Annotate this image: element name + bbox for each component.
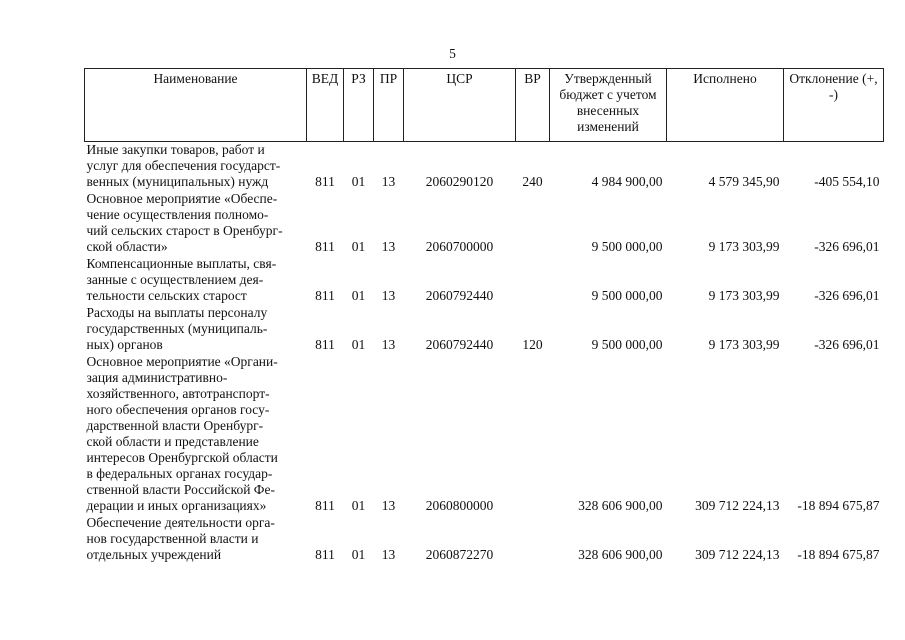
row-name: Основное мероприятие «Органи- зация административно- хозяйственного, автотранспорт- ного обеспечения органов госу- дарственной власти Оренбург- ской области и представление интересов Оренбургской области в федеральных органах государ- ственной власти Российской Фе- дерации и иных организациях» bbox=[86, 354, 278, 513]
row-pr: 13 bbox=[381, 337, 396, 352]
row-vr bbox=[516, 354, 550, 515]
header-budget: Утвержденный бюджет с учетом внесенных изменений bbox=[550, 69, 667, 142]
row-csr: 2060792440 bbox=[425, 337, 494, 352]
row-ved: 811 bbox=[315, 288, 335, 303]
header-executed: Исполнено bbox=[667, 69, 784, 142]
row-budget: 4 984 900,00 bbox=[591, 174, 663, 189]
row-executed: 4 579 345,90 bbox=[708, 174, 780, 189]
row-executed: 9 173 303,99 bbox=[708, 239, 780, 254]
row-ved: 811 bbox=[315, 174, 335, 189]
row-deviation: -18 894 675,87 bbox=[797, 547, 880, 562]
header-pr: ПР bbox=[374, 69, 404, 142]
row-vr bbox=[516, 515, 550, 564]
row-deviation: -326 696,01 bbox=[814, 239, 880, 254]
row-name: Компенсационные выплаты, свя- занные с осуществлением дея- тельности сельских старост bbox=[86, 256, 277, 303]
row-deviation: -18 894 675,87 bbox=[797, 498, 880, 513]
table-header-row bbox=[85, 69, 884, 142]
row-vr bbox=[516, 191, 550, 256]
row-name: Основное мероприятие «Обеспе- чение осуществления полномо- чий сельских старост в Оренбург- ской области» bbox=[86, 191, 283, 254]
table-row bbox=[85, 142, 884, 192]
row-pr: 13 bbox=[381, 239, 396, 254]
row-rz: 01 bbox=[351, 498, 366, 513]
header-ved: ВЕД bbox=[307, 69, 344, 142]
row-vr: 120 bbox=[522, 337, 543, 352]
page-number: 5 bbox=[449, 46, 456, 61]
row-rz: 01 bbox=[351, 239, 366, 254]
row-pr: 13 bbox=[381, 498, 396, 513]
row-rz: 01 bbox=[351, 288, 366, 303]
row-pr: 13 bbox=[381, 547, 396, 562]
row-pr: 13 bbox=[381, 288, 396, 303]
row-executed: 9 173 303,99 bbox=[708, 288, 780, 303]
row-name: Обеспечение деятельности орга- нов государственной власти и отдельных учреждений bbox=[86, 515, 275, 562]
table-row bbox=[85, 354, 884, 515]
row-budget: 9 500 000,00 bbox=[591, 288, 663, 303]
header-csr: ЦСР bbox=[404, 69, 516, 142]
header-deviation: Отклонение (+, -) bbox=[784, 69, 884, 142]
row-csr: 2060872270 bbox=[425, 547, 494, 562]
table-row bbox=[85, 191, 884, 256]
row-ved: 811 bbox=[315, 547, 335, 562]
table-row bbox=[85, 256, 884, 305]
budget-table bbox=[84, 68, 884, 564]
header-name: Наименование bbox=[85, 69, 307, 142]
row-executed: 309 712 224,13 bbox=[695, 547, 780, 562]
row-name: Расходы на выплаты персоналу государственных (муниципаль- ных) органов bbox=[86, 305, 268, 352]
row-ved: 811 bbox=[315, 498, 335, 513]
row-ved: 811 bbox=[315, 239, 335, 254]
row-csr: 2060290120 bbox=[425, 174, 494, 189]
row-budget: 9 500 000,00 bbox=[591, 337, 663, 352]
table-row bbox=[85, 305, 884, 354]
row-executed: 9 173 303,99 bbox=[708, 337, 780, 352]
row-rz: 01 bbox=[351, 337, 366, 352]
row-csr: 2060700000 bbox=[425, 239, 494, 254]
row-budget: 328 606 900,00 bbox=[578, 498, 663, 513]
row-csr: 2060792440 bbox=[425, 288, 494, 303]
row-ved: 811 bbox=[315, 337, 335, 352]
row-deviation: -326 696,01 bbox=[814, 288, 880, 303]
row-rz: 01 bbox=[351, 174, 366, 189]
table-row bbox=[85, 515, 884, 564]
row-budget: 328 606 900,00 bbox=[578, 547, 663, 562]
row-executed: 309 712 224,13 bbox=[695, 498, 780, 513]
row-rz: 01 bbox=[351, 547, 366, 562]
row-vr: 240 bbox=[522, 174, 543, 189]
header-vr: ВР bbox=[516, 69, 550, 142]
row-deviation: -326 696,01 bbox=[814, 337, 880, 352]
row-name: Иные закупки товаров, работ и услуг для обеспечения государст- венных (муниципальных) нужд bbox=[86, 142, 281, 189]
row-pr: 13 bbox=[381, 174, 396, 189]
row-deviation: -405 554,10 bbox=[814, 174, 880, 189]
header-rz: РЗ bbox=[344, 69, 374, 142]
row-budget: 9 500 000,00 bbox=[591, 239, 663, 254]
row-csr: 2060800000 bbox=[425, 498, 494, 513]
row-vr bbox=[516, 256, 550, 305]
